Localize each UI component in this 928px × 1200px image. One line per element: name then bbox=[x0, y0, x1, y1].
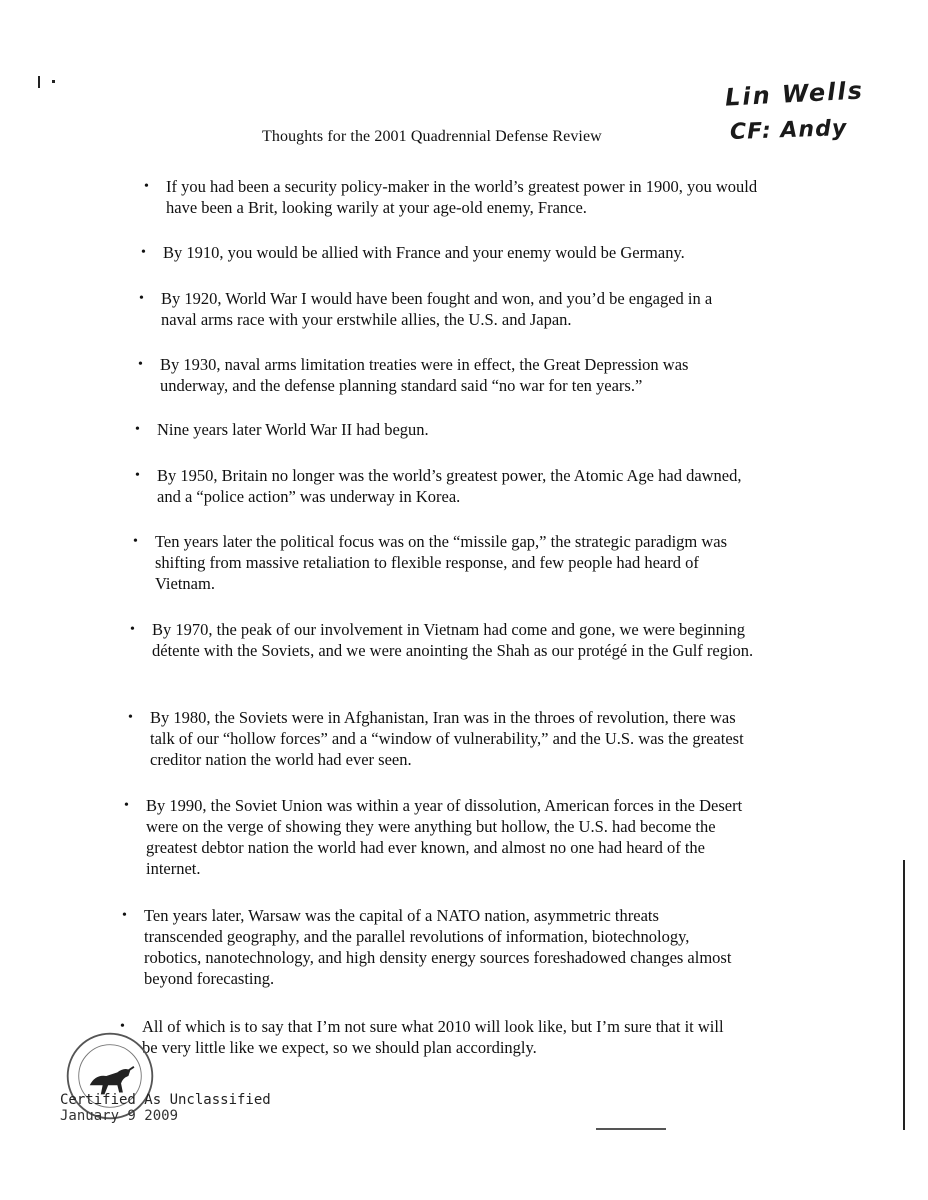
scan-mark bbox=[38, 76, 40, 88]
bullet-text: Ten years later the political focus was on the “missile gap,” the strategic paradigm was shifting from massive retaliation to flexible response, and few people had heard of Vietnam. bbox=[155, 532, 728, 593]
bullet-item-7 bbox=[133, 531, 745, 594]
bullet-item-8 bbox=[130, 619, 762, 661]
bullet-icon: • bbox=[133, 534, 138, 549]
bullet-text: By 1970, the peak of our involvement in Vietnam had come and gone, we were beginning détente with the Soviets, and we were anointing the Shah as our protégé in the Gulf region. bbox=[152, 620, 754, 660]
handwritten-note-cc: CF: Andy bbox=[729, 115, 848, 146]
bullet-text: By 1980, the Soviets were in Afghanistan, Iran was in the throes of revolution, there was talk of our “hollow forces” and a “window of vulnerability,” and the U.S. was the greatest creditor nation the world had ever seen. bbox=[150, 708, 744, 769]
bullet-icon: • bbox=[124, 798, 129, 813]
bullet-item-3 bbox=[139, 288, 721, 330]
document-title: Thoughts for the 2001 Quadrennial Defense Review bbox=[262, 128, 602, 145]
scan-mark bbox=[596, 1128, 666, 1130]
bullet-icon: • bbox=[128, 710, 133, 725]
bullet-item-1 bbox=[144, 176, 776, 218]
bullet-item-12 bbox=[120, 1016, 742, 1058]
bullet-icon: • bbox=[135, 422, 140, 437]
bullet-text: By 1920, World War I would have been fought and won, and you’d be engaged in a naval arms race with your erstwhile allies, the U.S. and Japan. bbox=[161, 289, 713, 329]
bullet-item-11 bbox=[122, 905, 734, 989]
bullet-icon: • bbox=[139, 291, 144, 306]
bullet-icon: • bbox=[138, 357, 143, 372]
scan-mark bbox=[52, 80, 55, 83]
bullet-text: Ten years later, Warsaw was the capital of a NATO nation, asymmetric threats transcended geography, and the parallel revolutions of information, biotechnology, robotics, nanotechnology, and high density energy sources foreshadowed changes almost beyond forecasting. bbox=[144, 906, 732, 988]
bullet-text: By 1930, naval arms limitation treaties were in effect, the Great Depression was underway, and the defense planning standard said “no war for ten years.” bbox=[160, 355, 689, 395]
bullet-item-6 bbox=[135, 465, 747, 507]
bullet-icon: • bbox=[135, 468, 140, 483]
bullet-item-5 bbox=[135, 419, 717, 440]
bullet-icon: • bbox=[144, 179, 149, 194]
bullet-icon: • bbox=[122, 908, 127, 923]
bullet-text: All of which is to say that I’m not sure what 2010 will look like, but I’m sure that it will be very little like we expect, so we should plan accordingly. bbox=[142, 1017, 724, 1057]
bullet-item-10 bbox=[124, 795, 746, 879]
certification-date: January 9 2009 bbox=[60, 1108, 179, 1124]
bullet-text: Nine years later World War II had begun. bbox=[157, 420, 429, 439]
handwritten-note-name: Lin Wells bbox=[724, 76, 865, 112]
bullet-item-4 bbox=[138, 354, 740, 396]
bullet-text: By 1990, the Soviet Union was within a year of dissolution, American forces in the Desert were on the verge of showing they were anything but hollow, the U.S. had become the greatest debtor nation the world had ever known, and almost no one had heard of the internet. bbox=[146, 796, 743, 878]
bullet-item-2 bbox=[141, 242, 783, 263]
bullet-text: By 1910, you would be allied with France and your enemy would be Germany. bbox=[163, 243, 685, 262]
certification-line: Certified As Unclassified bbox=[60, 1092, 271, 1108]
scan-edge-line bbox=[903, 860, 905, 1130]
bullet-text: If you had been a security policy-maker in the world’s greatest power in 1900, you would have been a Brit, looking warily at your age-old enemy, France. bbox=[166, 177, 758, 217]
bullet-icon: • bbox=[141, 245, 146, 260]
certification-stamp bbox=[60, 1092, 271, 1124]
bullet-item-9 bbox=[128, 707, 760, 770]
bullet-text: By 1950, Britain no longer was the world’s greatest power, the Atomic Age had dawned, and a “police action” was underway in Korea. bbox=[157, 466, 742, 506]
bullet-icon: • bbox=[130, 622, 135, 637]
bullet-icon: • bbox=[120, 1019, 125, 1034]
